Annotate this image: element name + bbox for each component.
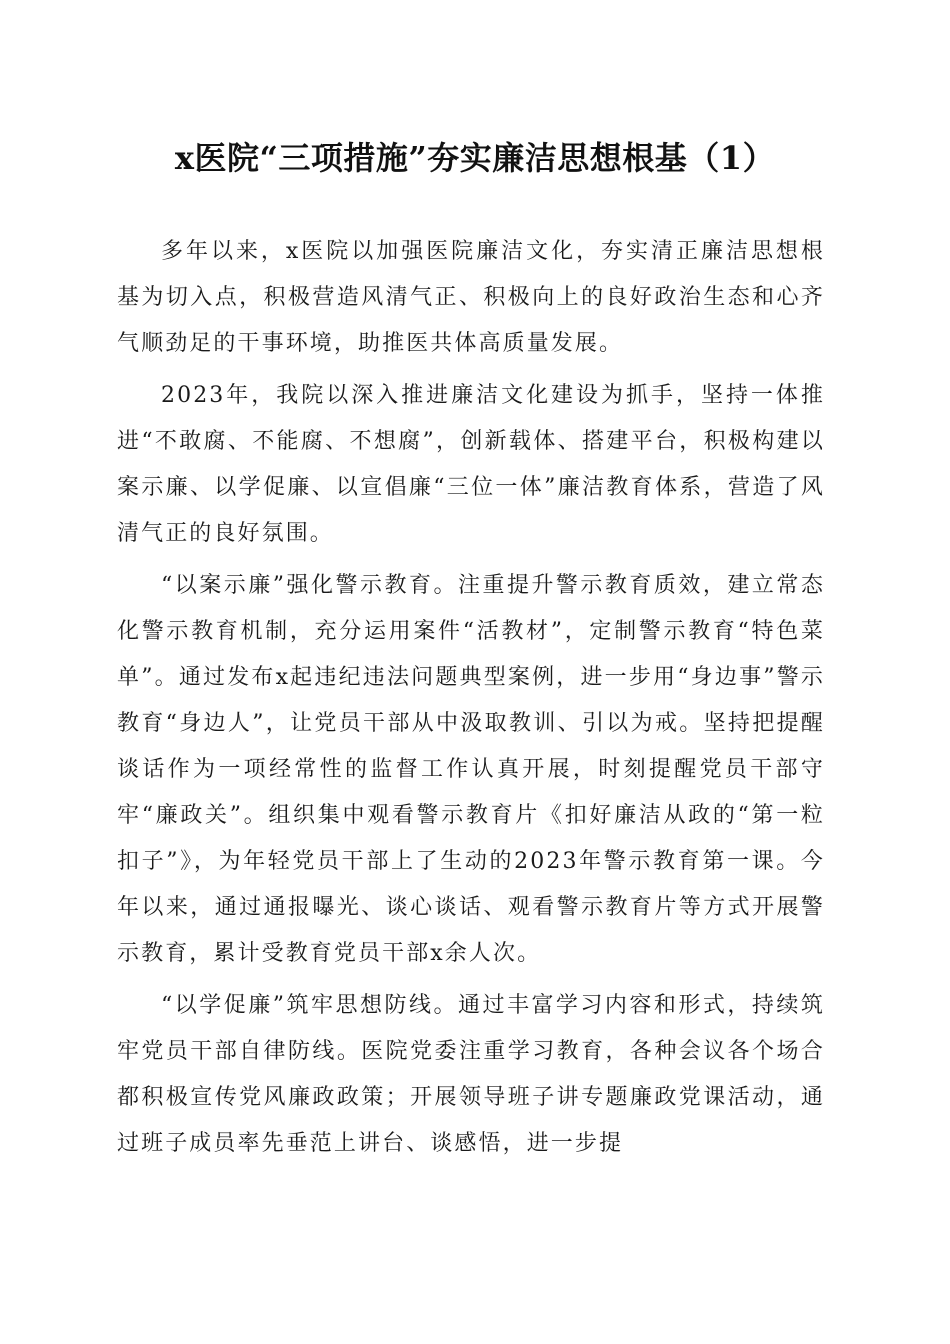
paragraph-2023-overview: 2023年，我院以深入推进廉洁文化建设为抓手，坚持一体推进“不敢腐、不能腐、不想腐”，创新载体、搭建平台，积极构建以案示廉、以学促廉、以宣倡廉“三位一体”廉洁教育体系，营造了风清气正的良好氛围。 — [117, 383, 825, 546]
paragraph-intro: 多年以来，x医院以加强医院廉洁文化，夯实清正廉洁思想根基为切入点，积极营造风清气正、积极向上的良好政治生态和心齐气顺劲足的干事环境，助推医共体高质量发展。 — [117, 239, 825, 356]
document-title: x医院“三项措施”夯实廉洁思想根基（1） — [174, 139, 776, 177]
document-body — [117, 229, 825, 1173]
paragraph-study-integrity: “以学促廉”筑牢思想防线。通过丰富学习内容和形式，持续筑牢党员干部自律防线。医院党委注重学习教育，各种会议各个场合都积极宣传党风廉政政策；开展领导班子讲专题廉政党课活动，通过班子成员率先垂范上讲台、谈感悟，进一步提 — [117, 993, 825, 1156]
paragraph-case-warning: “以案示廉”强化警示教育。注重提升警示教育质效，建立常态化警示教育机制，充分运用案件“活教材”，定制警示教育“特色菜单”。通过发布x起违纪违法问题典型案例，进一步用“身边事”警示教育“身边人”，让党员干部从中汲取教训、引以为戒。坚持把提醒谈话作为一项经常性的监督工作认真开展，时刻提醒党员干部守牢“廉政关”。组织集中观看警示教育片《扣好廉洁从政的“第一粒扣子”》，为年轻党员干部上了生动的2023年警示教育第一课。今年以来，通过通报曝光、谈心谈话、观看警示教育片等方式开展警示教育，累计受教育党员干部x余人次。 — [117, 573, 825, 966]
